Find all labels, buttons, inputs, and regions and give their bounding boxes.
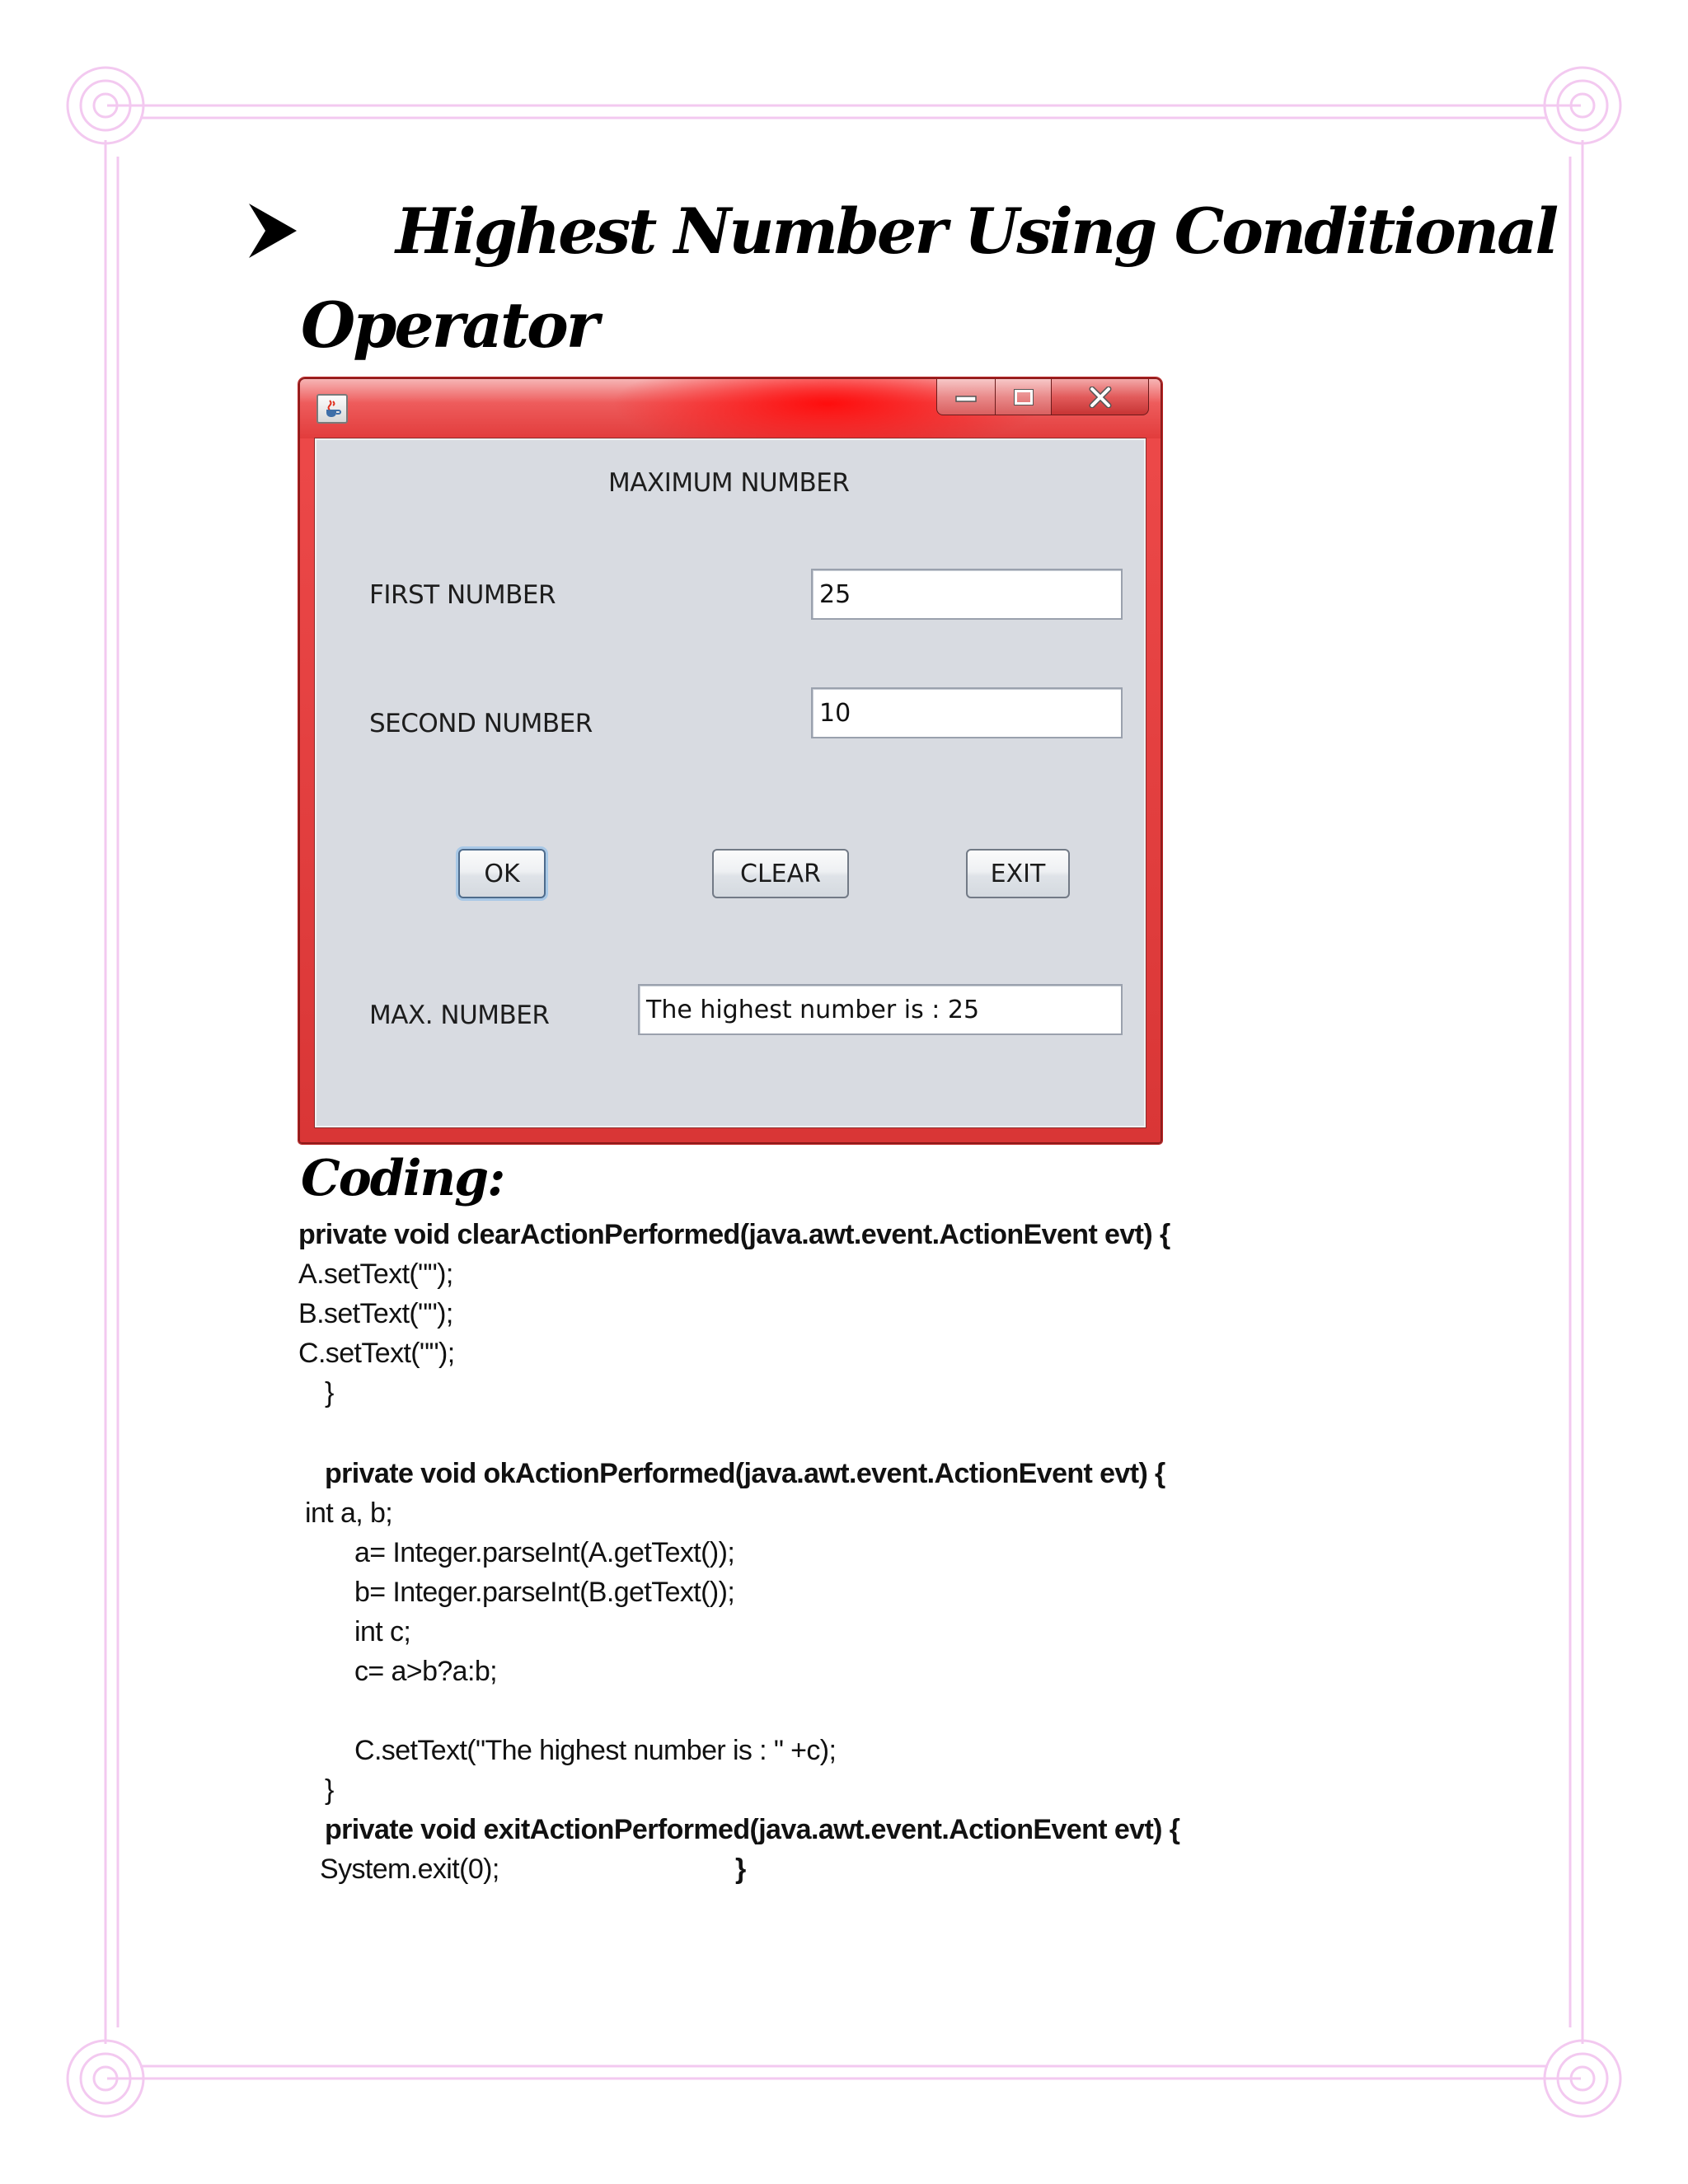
code-line: private void exitActionPerformed(java.awt.event.ActionEvent evt) {: [325, 1814, 1180, 1845]
minimize-icon: [954, 391, 978, 403]
exit-button[interactable]: EXIT: [966, 849, 1070, 898]
window-controls: [936, 379, 1149, 415]
section-heading: Highest Number Using Conditional: [396, 194, 1557, 268]
code-line: C.setText("The highest number is : " +c);: [354, 1735, 837, 1766]
code-line: B.setText("");: [298, 1298, 453, 1329]
code-line: c= a>b?a:b;: [354, 1656, 497, 1687]
app-window: [298, 377, 1162, 1144]
code-line: }: [735, 1854, 746, 1885]
code-line: A.setText("");: [298, 1258, 453, 1290]
java-cup-icon[interactable]: [316, 394, 348, 424]
first-number-input[interactable]: 25: [811, 569, 1123, 620]
window-content: [315, 438, 1146, 1127]
code-line: C.setText("");: [298, 1338, 455, 1369]
code-line: int a, b;: [305, 1497, 393, 1529]
form-header: MAXIMUM NUMBER: [608, 468, 850, 498]
maximize-icon: [1013, 388, 1034, 406]
code-line: a= Integer.parseInt(A.getText());: [354, 1537, 735, 1568]
arrow-bullet-icon: [247, 202, 298, 260]
code-line: int c;: [354, 1616, 411, 1647]
code-line: System.exit(0);: [320, 1854, 499, 1885]
section-heading-continued: Operator: [301, 288, 597, 362]
ok-button[interactable]: OK: [458, 849, 546, 898]
code-line: private void clearActionPerformed(java.awt.event.ActionEvent evt) {: [298, 1219, 1170, 1250]
minimize-button[interactable]: [936, 379, 996, 415]
second-number-label: SECOND NUMBER: [369, 709, 593, 738]
maximize-button[interactable]: [996, 379, 1052, 415]
close-button[interactable]: [1052, 379, 1149, 415]
coding-heading: Coding:: [301, 1150, 504, 1207]
second-number-input[interactable]: 10: [811, 687, 1123, 738]
clear-button[interactable]: CLEAR: [712, 849, 849, 898]
code-line: b= Integer.parseInt(B.getText());: [354, 1577, 735, 1608]
code-line: }: [325, 1377, 334, 1408]
max-number-label: MAX. NUMBER: [369, 1001, 550, 1030]
max-number-output[interactable]: The highest number is : 25: [638, 984, 1123, 1035]
code-line: private void okActionPerformed(java.awt.event.ActionEvent evt) {: [325, 1458, 1165, 1489]
first-number-label: FIRST NUMBER: [369, 580, 556, 610]
close-icon: [1088, 387, 1113, 408]
code-line: }: [325, 1774, 334, 1806]
window-titlebar[interactable]: [300, 379, 1160, 438]
